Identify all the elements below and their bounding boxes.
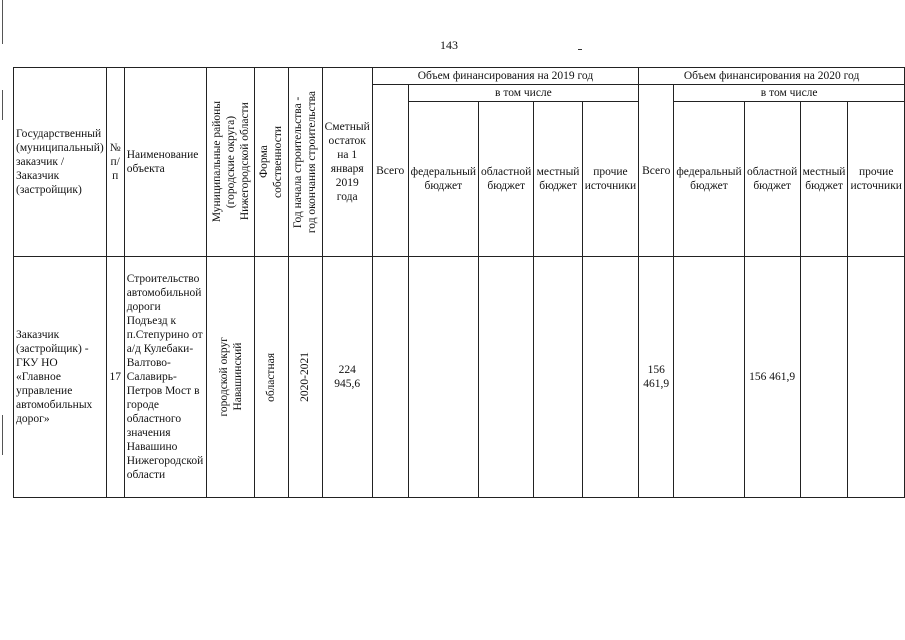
cell-federal-2019 xyxy=(408,257,478,498)
header-total-2020: Всего xyxy=(639,85,674,257)
header-finance-2020: Объем финансирования на 2020 год xyxy=(639,68,905,85)
cell-local-2019 xyxy=(534,257,582,498)
cell-remaining-cost: 224 945,6 xyxy=(322,257,372,498)
header-other-2019: прочие источники xyxy=(582,102,638,257)
header-including-2019: в том числе xyxy=(408,85,639,102)
cell-customer: Заказчик (застройщик) - ГКУ НО «Главное управление автомобильных дорог» xyxy=(14,257,107,498)
cell-other-2020 xyxy=(848,257,905,498)
cell-name: Строительство автомобильной дороги Подъезд к п.Степурино от а/д Кулебаки-Валтово-Салавирь-Петров Мост в городе областного значения Навашино Нижегородской области xyxy=(124,257,206,498)
header-including-2020: в том числе xyxy=(674,85,905,102)
header-regional-2019: областной бюджет xyxy=(478,102,533,257)
header-years: Год начала строительства - год окончания строительства xyxy=(288,68,322,257)
header-federal-2020: федеральный бюджет xyxy=(674,102,744,257)
scan-edge-mark xyxy=(2,415,3,455)
header-district: Муниципальные районы (городские округа) Нижегородской области xyxy=(207,68,255,257)
cell-total-2020: 156 461,9 xyxy=(639,257,674,498)
cell-total-2019 xyxy=(372,257,408,498)
financing-table xyxy=(13,67,905,498)
cell-other-2019 xyxy=(582,257,638,498)
header-name: Наименование объекта xyxy=(124,68,206,257)
header-total-2019: Всего xyxy=(372,85,408,257)
cell-federal-2020 xyxy=(674,257,744,498)
cell-local-2020 xyxy=(800,257,848,498)
scan-edge-mark xyxy=(2,90,3,120)
scan-edge-mark xyxy=(2,0,3,44)
header-federal-2019: федеральный бюджет xyxy=(408,102,478,257)
cell-regional-2019 xyxy=(478,257,533,498)
scan-dash xyxy=(578,49,582,50)
header-other-2020: прочие источники xyxy=(848,102,905,257)
page-number: 143 xyxy=(440,38,458,52)
header-number: № п/п xyxy=(106,68,124,257)
cell-regional-2020: 156 461,9 xyxy=(744,257,800,498)
header-regional-2020: областной бюджет xyxy=(744,102,800,257)
header-remaining-cost: Сметный остаток на 1 января 2019 года xyxy=(322,68,372,257)
header-finance-2019: Объем финансирования на 2019 год xyxy=(372,68,638,85)
header-local-2020: местный бюджет xyxy=(800,102,848,257)
financing-table-wrapper xyxy=(13,67,905,498)
header-ownership: Форма собственности xyxy=(254,68,288,257)
header-customer: Государственный (муниципальный) заказчик / Заказчик (застройщик) xyxy=(14,68,107,257)
table-row xyxy=(14,257,905,498)
cell-district: городской округ Навашинский xyxy=(207,257,255,498)
header-local-2019: местный бюджет xyxy=(534,102,582,257)
cell-number: 17 xyxy=(106,257,124,498)
cell-ownership: областная xyxy=(254,257,288,498)
cell-years: 2020-2021 xyxy=(288,257,322,498)
